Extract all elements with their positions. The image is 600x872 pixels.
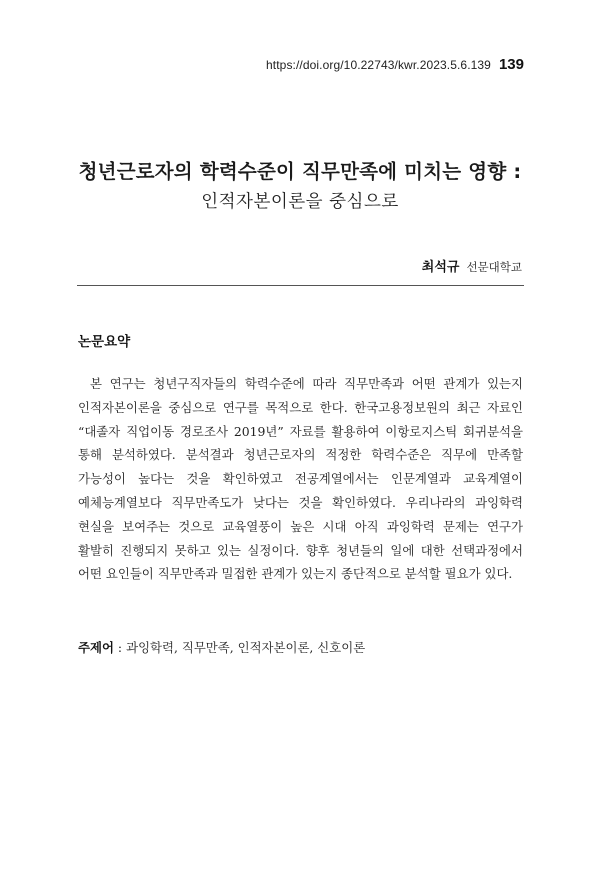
paper-title: 청년근로자의 학력수준이 직무만족에 미치는 영향 : <box>78 160 522 183</box>
paper-subtitle: 인적자본이론을 중심으로 <box>201 192 399 212</box>
keywords-separator: : <box>117 640 123 655</box>
author-line <box>422 256 522 275</box>
abstract-heading: 논문요약 <box>78 334 131 350</box>
doi-link[interactable]: https://doi.org/10.22743/kwr.2023.5.6.139 <box>266 58 491 72</box>
author-name: 최석규 <box>421 260 460 275</box>
keywords-list: 과잉학력, 직무만족, 인적자본이론, 신호이론 <box>126 640 366 655</box>
abstract-body: 본 연구는 청년구직자들의 학력수준에 따라 직무만족과 어떤 관계가 있는지 인적자본이론을 중심으로 연구를 목적으로 한다. 한국고용정보원의 최근 자료인 “대졸자 직업이동 경로조사 2019년” 자료를 활용하여 이항로지스틱 회귀분석을 통해 분석하였다. 분석결과 청년근로자의 적정한 학력수준은 직무에 만족할 가능성이 높다는 것을 확인하였고 전공계열에서는 인문계열과 교육계열이 예체능계열보다 직무만족도가 낮다는 것을 확인하였다. 우리나라의 과잉학력 현실을 보여주는 것으로 교육열풍이 높은 시대 아직 과잉학력 문제는 연구가 활발히 진행되지 못하고 있는 실정이다. 향후 청년들의 일에 대한 선택과정에서 어떤 요인들이 직무만족과 밀접한 관계가 있는지 종단적으로 분석할 필요가 있다. <box>78 376 523 582</box>
page-header <box>266 56 524 73</box>
author-affiliation: 선문대학교 <box>466 260 522 274</box>
keywords-label: 주제어 <box>78 640 114 655</box>
page-number: 139 <box>498 56 524 73</box>
keywords <box>78 638 523 656</box>
title-divider <box>77 285 524 286</box>
